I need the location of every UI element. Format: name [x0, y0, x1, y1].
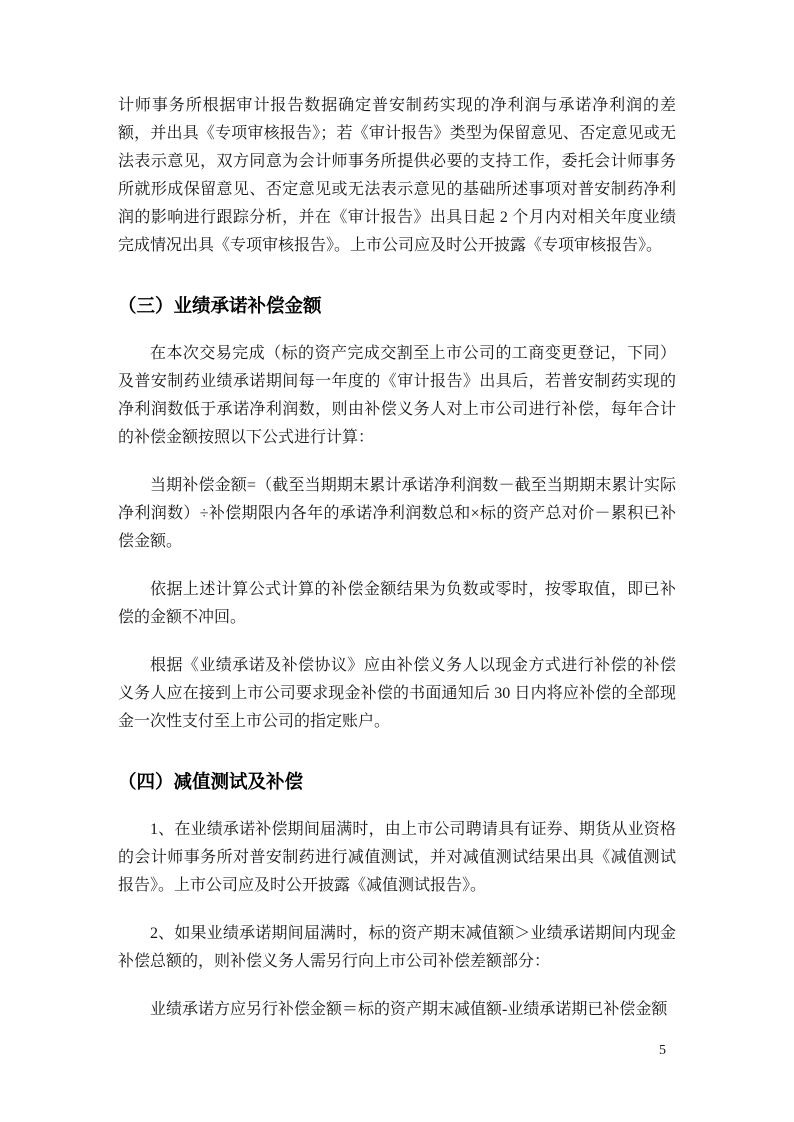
- page-number: 5: [659, 1043, 666, 1058]
- section-heading-4-impairment-test: （四）减值测试及补偿: [118, 771, 304, 792]
- paragraph-negative-or-zero-rule: 依据上述计算公式计算的补偿金额结果为负数或零时，按零取值，即已补偿的金额不冲回。: [118, 581, 676, 626]
- paragraph-audit-report-continuation: 计师事务所根据审计报告数据确定普安制药实现的净利润与承诺净利润的差额，并出具《专项审核报告》；若《审计报告》类型为保留意见、否定意见或无法表示意见，双方同意为会计师事务所提供必要的支持工作，委托会计师事务所就形成保留意见、否定意见或无法表示意见的基础所述事项对普安制药净利润的影响进行跟踪分析，并在《审计报告》出具日起 2 个月内对相关年度业绩完成情况出具《专项审核报告》。上市公司应及时公开披露《专项审核报告》。: [118, 97, 676, 254]
- paragraph-impairment-compensation-formula: 业绩承诺方应另行补偿金额＝标的资产期末减值额-业绩承诺期已补偿金额: [150, 1001, 668, 1018]
- paragraph-compensation-trigger: 在本次交易完成（标的资产完成交割至上市公司的工商变更登记，下同）及普安制药业绩承诺期间每一年度的《审计报告》出具后，若普安制药实现的净利润数低于承诺净利润数，则由补偿义务人对上市公司进行补偿，每年合计的补偿金额按照以下公式进行计算：: [118, 345, 676, 446]
- section-heading-3-compensation-amount: （三）业绩承诺补偿金额: [118, 295, 322, 316]
- paragraph-cash-payment-deadline: 根据《业绩承诺及补偿协议》应由补偿义务人以现金方式进行补偿的补偿义务人应在接到上市公司要求现金补偿的书面通知后 30 日内将应补偿的全部现金一次性支付至上市公司的指定账户。: [118, 657, 676, 730]
- paragraph-impairment-test-item-1: 1、在业绩承诺补偿期间届满时，由上市公司聘请具有证券、期货从业资格的会计师事务所对普安制药进行减值测试，并对减值测试结果出具《减值测试报告》。上市公司应及时公开披露《减值测试报告》。: [118, 821, 676, 894]
- paragraph-impairment-test-item-2: 2、如果业绩承诺期间届满时，标的资产期末减值额＞业绩承诺期间内现金补偿总额的，则补偿义务人需另行向上市公司补偿差额部分：: [118, 925, 676, 970]
- paragraph-compensation-formula: 当期补偿金额=（截至当期期末累计承诺净利润数－截至当期期末累计实际净利润数）÷补偿期限内各年的承诺净利润数总和×标的资产总对价－累积已补偿金额。: [118, 477, 676, 550]
- document-content: [118, 92, 676, 1024]
